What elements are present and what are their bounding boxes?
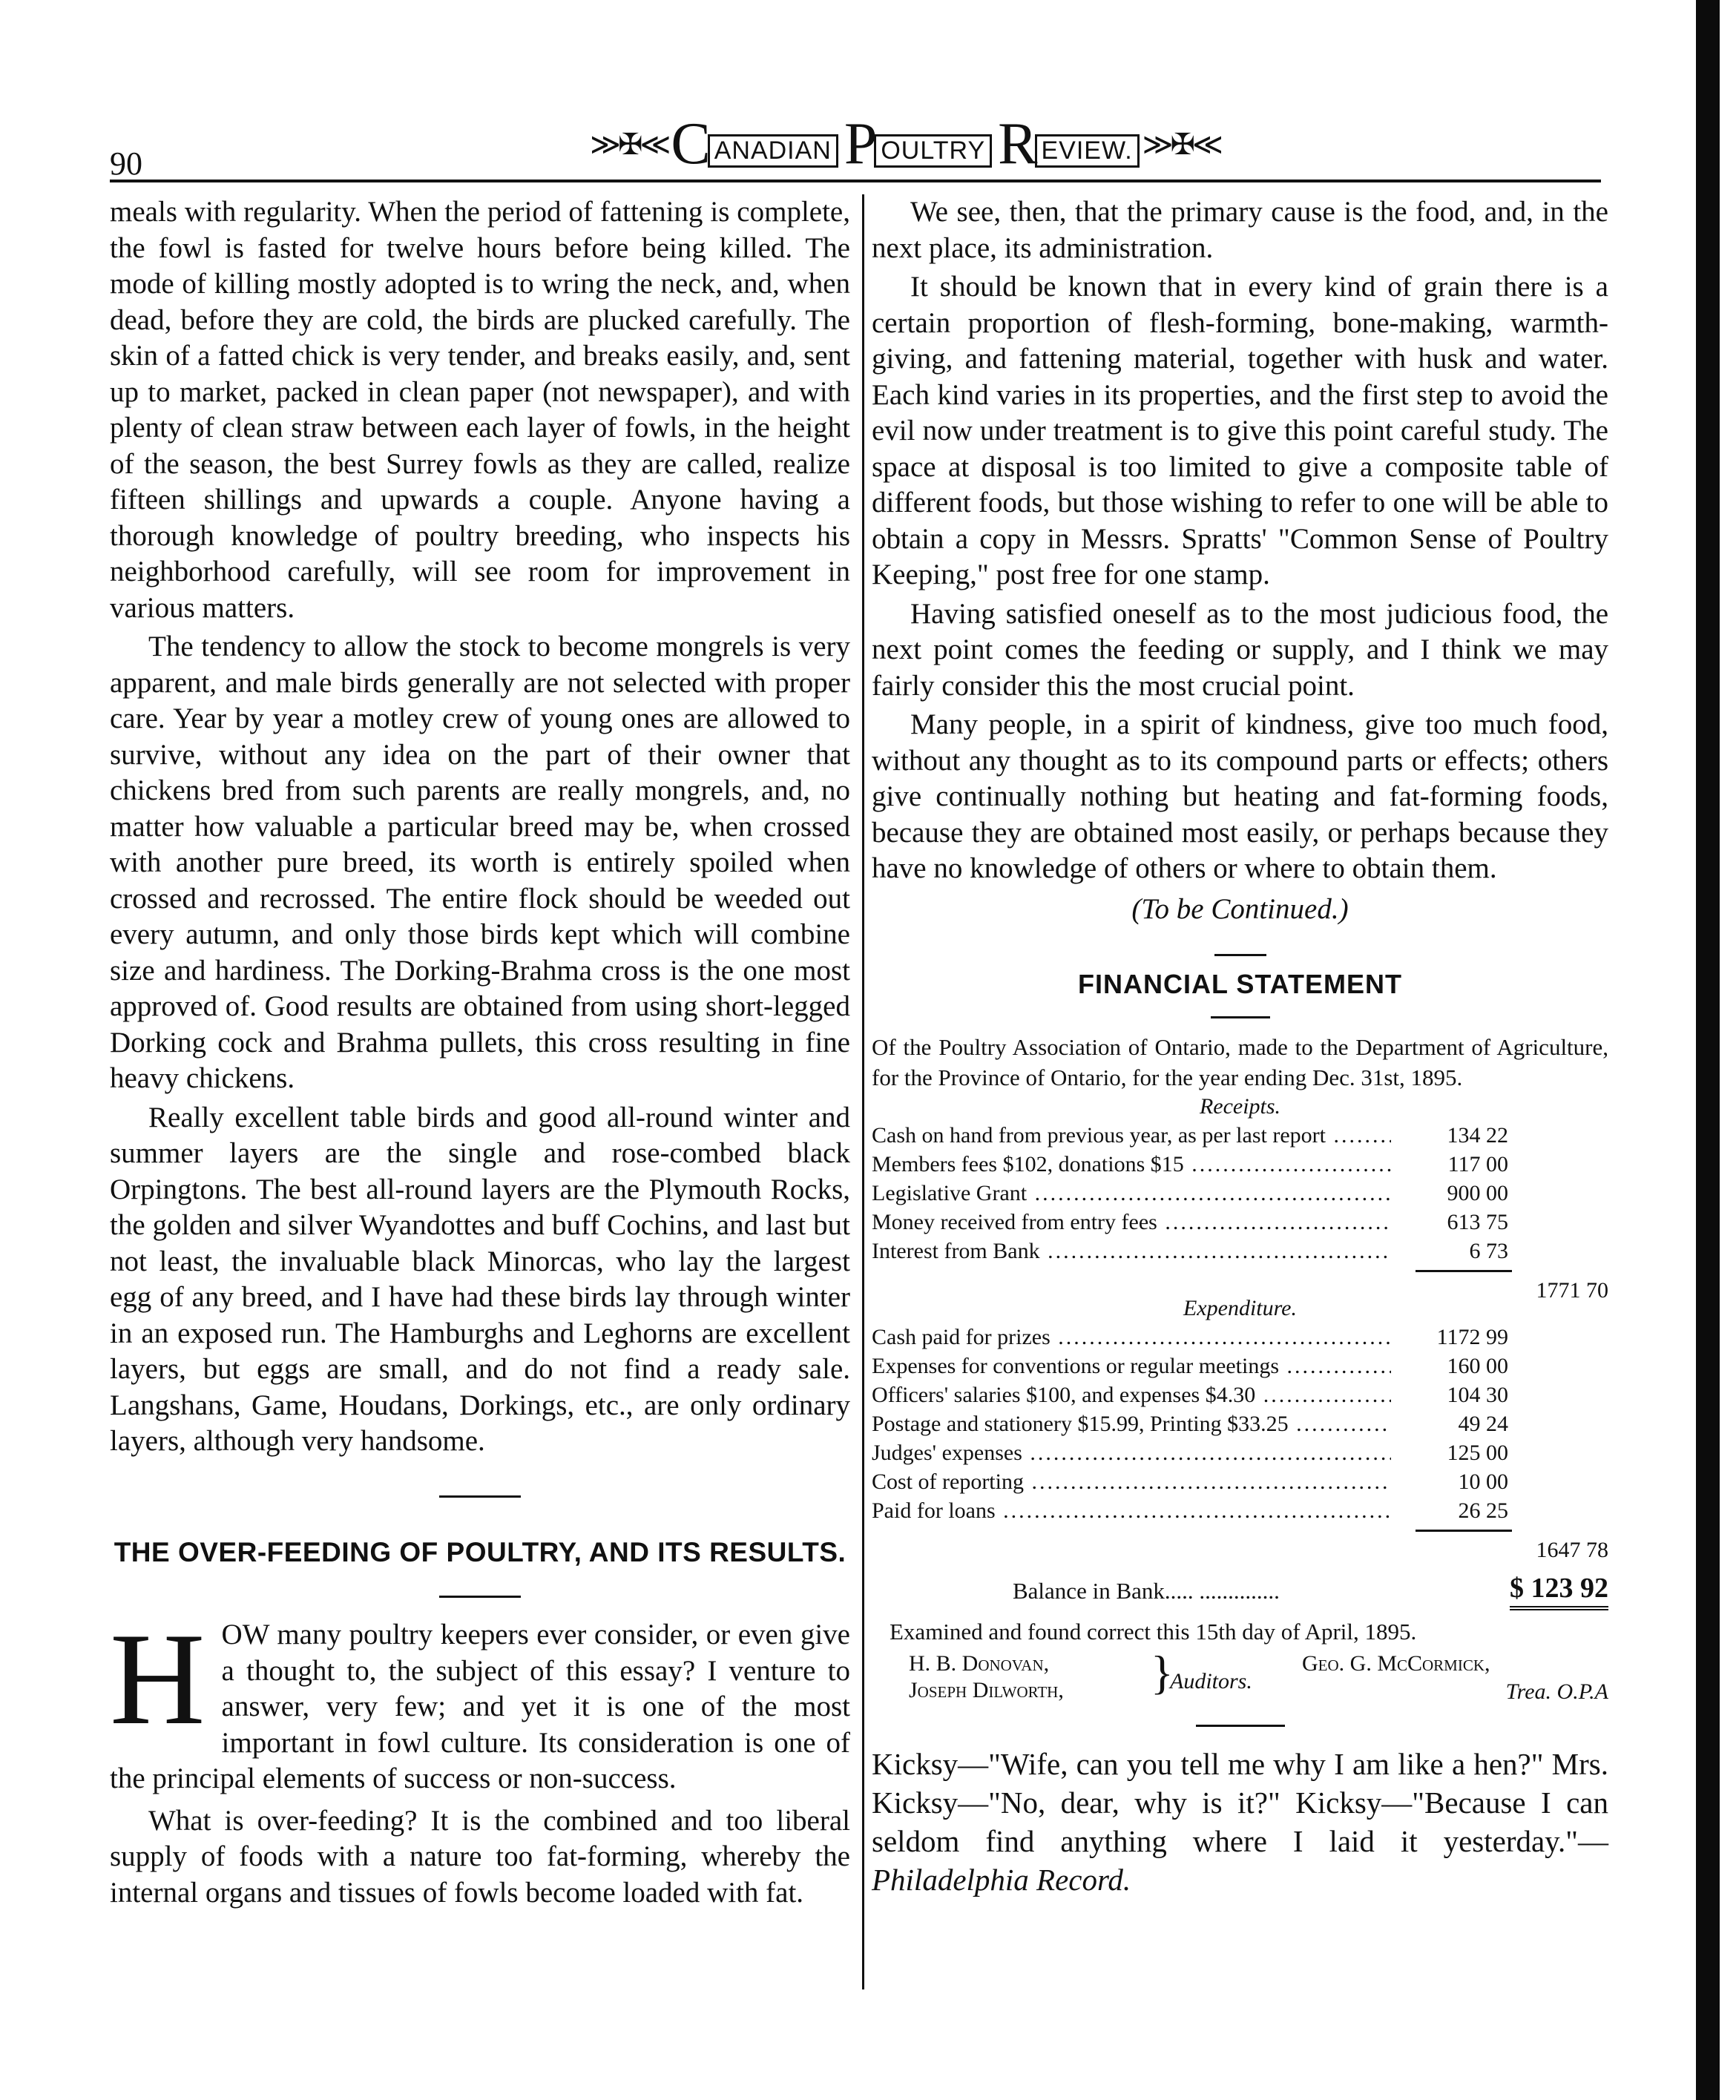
left-ornament-icon: ≫✠≪ xyxy=(590,127,668,161)
paragraph-with-drop-cap xyxy=(110,1605,850,1797)
page-number: 90 xyxy=(110,145,142,182)
header-rule xyxy=(110,180,1601,182)
expenditure-row: Judges' expenses ..... 125 00 xyxy=(872,1438,1608,1467)
masthead xyxy=(590,111,1220,177)
right-ornament-icon: ≫✠≪ xyxy=(1142,127,1220,161)
expenditure-row: Cash paid for prizes ..... 1172 99 xyxy=(872,1323,1608,1352)
balance-amount: $ 123 92 xyxy=(1510,1570,1608,1610)
drop-cap: H xyxy=(110,1605,206,1752)
expenditure-row: Postage and stationery $15.99, Printing $33.25 ..... 49 24 xyxy=(872,1409,1608,1438)
auditor-name: H. B. Donovan, xyxy=(909,1650,1050,1676)
receipts-heading: Receipts. xyxy=(1199,1093,1281,1119)
auditors-label: Auditors. xyxy=(1170,1668,1252,1694)
expenditure-total: 1647 78 xyxy=(1536,1537,1608,1562)
receipts-table xyxy=(872,1121,1608,1303)
auditors-block xyxy=(872,1646,1608,1705)
right-column xyxy=(872,194,1608,1899)
left-column xyxy=(110,194,850,1911)
receipts-total-row xyxy=(872,1265,1608,1303)
financial-description: Of the Poultry Association of Ontario, made to the Department of Agriculture, for the Province of Ontario, for the year ending Dec. 31st, 1895. xyxy=(872,1033,1608,1090)
financial-statement-title: FINANCIAL STATEMENT xyxy=(1078,969,1402,999)
paragraph: What is over-feeding? It is the combined and too liberal supply of foods with a nature too fat-forming, whereby the internal organs and tissues of fowls become loaded with fat. xyxy=(110,1804,850,1909)
expenditure-row: Officers' salaries $100, and expenses $4.30 ..... 104 30 xyxy=(872,1380,1608,1409)
paragraph: It should be known that in every kind of grain there is a certain proportion of flesh-forming, bone-making, warmth-giving, and fattening material, together with husk and water. Each kind varies in its properties, and the first step to avoid the evil now under treatment is to give this point careful study. The space at disposal is too limited to give a composite table of different foods, but those wishing to refer to one will be able to obtain a copy in Messrs. Spratts' "Common Sense of Poultry Keeping," post free for one stamp. xyxy=(872,271,1608,590)
expenditure-table xyxy=(872,1323,1608,1562)
masthead-word: R EVIEW. xyxy=(998,114,1140,174)
brace-icon: } xyxy=(1151,1645,1174,1699)
article-title: THE OVER-FEEDING OF POULTRY, AND ITS RESULTS. xyxy=(114,1536,846,1567)
paragraph: The tendency to allow the stock to become mongrels is very apparent, and male birds generally are not selected with proper care. Year by year a motley crew of young ones are allowed to survive, without any idea on the part of their owner that chickens bred from such parents are really mongrels, and, no matter how valuable a particular breed may be, when crossed with another pure breed, its worth is entirely spoiled when crossed and recrossed. The entire flock should be weeded out every autumn, and only those birds kept which will combine size and hardiness. The Dorking-Brahma cross is the one most approved of. Good results are obtained from using short-legged Dorking cock and Brahma pullets, this cross resulting in fine heavy chickens. xyxy=(110,631,850,1094)
expenditure-row: Cost of reporting ..... 10 00 xyxy=(872,1467,1608,1496)
receipt-row: Money received from entry fees ..... 613 75 xyxy=(872,1208,1608,1237)
auditor-name: Joseph Dilworth, xyxy=(909,1677,1064,1702)
expenditure-heading: Expenditure. xyxy=(1183,1295,1297,1320)
anecdote xyxy=(872,1745,1608,1899)
receipt-row: Interest from Bank ..... 6 73 xyxy=(872,1237,1608,1265)
continued-note: (To be Continued.) xyxy=(1131,892,1349,925)
paragraph: Many people, in a spirit of kindness, give too much food, without any thought as to its compound parts or effects; others give continually nothing but heating and fat-forming foods, because they are obtained most easily, or perhaps because they have no knowledge of others or where to obtain them. xyxy=(872,708,1608,884)
receipt-row: Legislative Grant ..... 900 00 xyxy=(872,1179,1608,1208)
page-edge-shadow xyxy=(1696,0,1720,2100)
paragraph: Having satisfied oneself as to the most judicious food, the next point comes the feeding or supply, and I think we may fairly consider this the most crucial point. xyxy=(872,597,1608,702)
anecdote-text: Kicksy—"Wife, can you tell me why I am like a hen?" Mrs. Kicksy—"No, dear, why is it?" Kicksy—"Because I can seldom find anything where I laid it yesterday."— xyxy=(872,1746,1608,1858)
expenditure-row: Paid for loans ..... 26 25 xyxy=(872,1496,1608,1525)
paragraph: Really excellent table birds and good all-round winter and summer layers are the single and rose-combed black Orpingtons. The best all-round layers are the Plymouth Rocks, the golden and silver Wyandottes and buff Cochins, and last but not least, the invaluable black Minorcas, who lay the largest egg of any breed, and I have had these birds lay through winter in an exposed run. The Hamburghs and Leghorns are excellent layers, but eggs are small, and do not find a ready sale. Langshans, Game, Houdans, Dorkings, etc., are only ordinary layers, although very handsome. xyxy=(110,1101,850,1457)
paragraph: meals with regularity. When the period of fattening is complete, the fowl is fasted for twelve hours before being killed. The mode of killing mostly adopted is to wring the neck, and, when dead, before they are cold, the birds are plucked carefully. The skin of a fatted chick is very tender, and breaks easily, and, sent up to market, packed in clean paper (not newspaper), and with plenty of clean straw between each layer of fowls, in the height of the season, the best Surrey fowls as they are called, realize fifteen shillings and upwards a couple. Anyone having a thorough knowledge of poultry breeding, who inspects his neighborhood carefully, will see room for improvement in various matters. xyxy=(110,196,850,624)
expenditure-row: Expenses for conventions or regular meetings ..... 160 00 xyxy=(872,1352,1608,1380)
receipt-row: Cash on hand from previous year, as per last report ..... 134 22 xyxy=(872,1121,1608,1150)
balance-label: Balance in Bank..... .............. xyxy=(1013,1577,1280,1604)
column-divider xyxy=(862,194,864,1989)
masthead-word: C ANADIAN xyxy=(671,114,838,174)
paragraph: We see, then, that the primary cause is the food, and, in the next place, its administration. xyxy=(872,196,1608,264)
treasurer-name: Geo. G. McCormick, xyxy=(1302,1650,1490,1676)
receipts-total: 1771 70 xyxy=(1536,1277,1608,1303)
examined-note: Examined and found correct this 15th day of April, 1895. xyxy=(890,1618,1417,1645)
anecdote-source: Philadelphia Record. xyxy=(872,1862,1131,1897)
receipt-row: Members fees $102, donations $15 ..... 117 00 xyxy=(872,1150,1608,1179)
expenditure-total-row xyxy=(872,1525,1608,1562)
paragraph-text: OW many poultry keepers ever consider, or even give a thought to, the subject of this essay? I venture to answer, very few; and yet it is one of the most important in fowl culture. Its consideration is one of the principal elements of success or non-success. xyxy=(110,1619,850,1794)
masthead-word: P OULTRY xyxy=(844,114,992,174)
balance-row xyxy=(872,1570,1608,1612)
treasurer-title: Trea. O.P.A xyxy=(1505,1679,1608,1704)
